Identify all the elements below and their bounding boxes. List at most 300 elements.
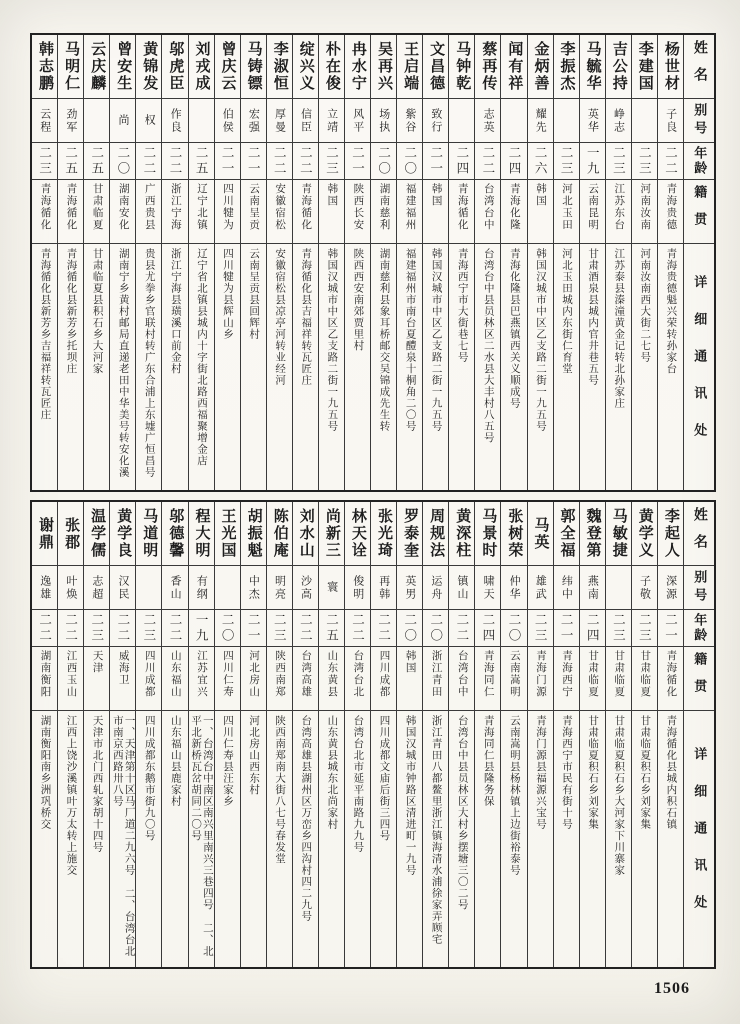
person-age: 二三 xyxy=(32,143,57,180)
person-age: 二〇 xyxy=(501,610,526,647)
person-alias xyxy=(215,566,240,610)
person-entry xyxy=(606,502,632,967)
person-address: 韩国汉城市钟路区清进町一九号 xyxy=(404,715,416,876)
person-age: 二二 xyxy=(110,610,135,647)
person-address: 陕西西安南郊贾里村 xyxy=(352,248,364,352)
person-native-place: 青海循化 xyxy=(449,180,474,244)
person-address: 青海循化县吉福祥转瓦匠庄 xyxy=(300,248,312,386)
person-alias: 子良 xyxy=(658,99,683,143)
person-address: 甘肃酒泉县城内官井巷五号 xyxy=(587,248,599,386)
person-address: 湖南慈利县象耳桥邮交吴锦成先生转 xyxy=(378,248,390,432)
person-native-place: 湖南安化 xyxy=(110,180,135,244)
person-alias: 紫谷 xyxy=(397,99,422,143)
person-age: 一九 xyxy=(580,143,605,180)
person-native-place: 四川成都 xyxy=(371,647,396,711)
person-name: 林天诠 xyxy=(345,502,370,566)
person-age: 二四 xyxy=(449,143,474,180)
person-alias xyxy=(189,99,214,143)
roster-table-lower xyxy=(30,500,716,969)
person-address: 青海贵德魁兴荣转孙家台 xyxy=(665,248,677,375)
person-name: 胡振魁 xyxy=(241,502,266,566)
person-alias: 宏强 xyxy=(241,99,266,143)
person-address: 云南嵩明县杨林镇上边街裕泰号 xyxy=(508,715,520,876)
person-address: 青海循化县新芳乡吉福祥转瓦匠庄 xyxy=(39,248,51,421)
person-name: 陈伯庵 xyxy=(267,502,292,566)
person-name: 冉水宁 xyxy=(345,35,370,99)
person-native-place: 福建福州 xyxy=(397,180,422,244)
person-age: 二二 xyxy=(293,610,318,647)
header-column xyxy=(684,502,714,967)
person-address: 青海门源县福源兴宝号 xyxy=(534,715,546,830)
person-native-place: 台湾台北 xyxy=(345,647,370,711)
person-age: 二〇 xyxy=(397,143,422,180)
person-entry xyxy=(319,502,345,967)
person-entry xyxy=(267,35,293,490)
person-native-place: 云南呈贡 xyxy=(241,180,266,244)
person-entry xyxy=(449,35,475,490)
person-entry xyxy=(632,502,658,967)
person-entry xyxy=(345,502,371,967)
person-name: 马敏捷 xyxy=(606,502,631,566)
person-alias: 尚 xyxy=(110,99,135,143)
person-alias: 伯侯 xyxy=(215,99,240,143)
person-native-place: 河南汝南 xyxy=(632,180,657,244)
person-address: 山东黄县城东北尚家村 xyxy=(326,715,338,830)
person-name: 李淑恒 xyxy=(267,35,292,99)
person-entry xyxy=(215,502,241,967)
person-age: 二〇 xyxy=(423,610,448,647)
person-alias: 叶焕 xyxy=(58,566,83,610)
person-age: 二三 xyxy=(606,143,631,180)
person-address: 湖南宁乡黄村邮局直递老田中华美号转安化溪 xyxy=(117,248,129,478)
person-age: 二六 xyxy=(528,143,553,180)
person-alias: 香山 xyxy=(162,566,187,610)
person-alias: 寰 xyxy=(319,566,344,610)
person-native-place: 青海贵德 xyxy=(658,180,683,244)
person-native-place: 四川仁寿 xyxy=(215,647,240,711)
person-alias: 子敬 xyxy=(632,566,657,610)
person-address: 甘肃临夏积石乡大河家下川寨家 xyxy=(613,715,625,876)
person-age: 二〇 xyxy=(110,143,135,180)
person-name: 吴再兴 xyxy=(371,35,396,99)
person-native-place: 陕西长安 xyxy=(345,180,370,244)
person-native-place: 四川犍为 xyxy=(215,180,240,244)
person-alias: 啸天 xyxy=(475,566,500,610)
person-entry xyxy=(58,502,84,967)
person-name: 邬德馨 xyxy=(162,502,187,566)
person-name: 周规法 xyxy=(423,502,448,566)
person-age: 二二 xyxy=(371,610,396,647)
person-entry xyxy=(110,35,136,490)
person-address: 河北房山西东村 xyxy=(248,715,260,796)
person-age: 二二 xyxy=(32,610,57,647)
person-age: 二一 xyxy=(241,610,266,647)
person-entry xyxy=(189,502,215,967)
person-address: 江苏泰县溱潼黄金记转北孙家庄 xyxy=(613,248,625,409)
person-entry xyxy=(189,35,215,490)
person-address: 贵县尤拳乡官联村转广东合浦上东墟广恒昌号 xyxy=(143,248,155,478)
header-alias: 别号 xyxy=(684,566,714,610)
header-address: 详细通讯处 xyxy=(692,746,708,932)
person-name: 杨世材 xyxy=(658,35,683,99)
person-native-place: 江苏东台 xyxy=(606,180,631,244)
person-age: 二二 xyxy=(162,610,187,647)
person-native-place: 台湾台中 xyxy=(475,180,500,244)
header-column xyxy=(684,35,714,490)
person-name: 刘水山 xyxy=(293,502,318,566)
person-address: 四川成都东鹅市街九〇号 xyxy=(143,715,155,842)
person-address: 浙江青田八都鳌里浙江镇海清水浦徐家弄顾宅 xyxy=(430,715,442,945)
person-age: 二〇 xyxy=(215,610,240,647)
person-native-place: 广西贵县 xyxy=(136,180,161,244)
person-entry xyxy=(371,35,397,490)
person-address: 四川犍为县辉山乡 xyxy=(222,248,234,340)
person-address: 韩国汉城市中区乙支路二街一九五号 xyxy=(430,248,442,432)
person-address: 浙江宁海县璜溪口前金村 xyxy=(169,248,181,375)
person-entry xyxy=(580,35,606,490)
person-alias: 纬中 xyxy=(554,566,579,610)
person-name: 马钟乾 xyxy=(449,35,474,99)
person-native-place: 威海卫 xyxy=(110,647,135,711)
person-name: 马英 xyxy=(528,502,553,566)
person-name: 蔡再传 xyxy=(475,35,500,99)
person-age: 二二 xyxy=(658,143,683,180)
person-age: 二一 xyxy=(423,143,448,180)
roster-table-upper xyxy=(30,33,716,492)
person-alias: 镇山 xyxy=(449,566,474,610)
person-name: 魏登第 xyxy=(580,502,605,566)
person-address: 陕西南郑南大街八七号春发堂 xyxy=(274,715,286,865)
person-address: 江西上饶沙溪镇叶万太转上施交 xyxy=(65,715,77,876)
person-address: 台湾台北市延平南路九九号 xyxy=(352,715,364,853)
person-entry xyxy=(32,35,58,490)
person-entry xyxy=(136,35,162,490)
person-native-place: 韩国 xyxy=(423,180,448,244)
page-number: 1506 xyxy=(654,980,690,997)
person-name: 朴在俊 xyxy=(319,35,344,99)
person-alias: 英男 xyxy=(397,566,422,610)
person-name: 云庆麟 xyxy=(84,35,109,99)
person-address: 一、台湾台中南区南兴里南兴三巷四号 二、北平北新桥瓦岔胡同二〇号 xyxy=(190,715,213,957)
person-entry xyxy=(632,35,658,490)
person-native-place: 云南嵩明 xyxy=(501,647,526,711)
person-address: 青海西宁市大街巷七号 xyxy=(456,248,468,363)
person-entry xyxy=(84,502,110,967)
person-entry xyxy=(423,502,449,967)
person-address: 安徽宿松县凉亭河转业经河 xyxy=(274,248,286,386)
person-name: 谢鼎 xyxy=(32,502,57,566)
person-address: 甘肃临夏县积石乡大河家 xyxy=(91,248,103,375)
person-entry xyxy=(449,502,475,967)
person-native-place: 安徽宿松 xyxy=(267,180,292,244)
person-age: 二三 xyxy=(606,610,631,647)
person-native-place: 甘肃临夏 xyxy=(606,647,631,711)
person-age: 二三 xyxy=(528,610,553,647)
header-name: 姓名 xyxy=(684,502,714,566)
person-entry xyxy=(371,502,397,967)
person-native-place: 浙江青田 xyxy=(423,647,448,711)
person-native-place: 河北玉田 xyxy=(554,180,579,244)
person-name: 马铸镖 xyxy=(241,35,266,99)
person-entry xyxy=(606,35,632,490)
person-name: 曾庆云 xyxy=(215,35,240,99)
person-name: 张郡 xyxy=(58,502,83,566)
person-entry xyxy=(580,502,606,967)
person-alias: 汉民 xyxy=(110,566,135,610)
person-address: 青海化隆县巴燕镇西关义顺成号 xyxy=(508,248,520,409)
person-name: 郭全福 xyxy=(554,502,579,566)
person-native-place: 山东福山 xyxy=(162,647,187,711)
person-age: 二三 xyxy=(632,610,657,647)
person-age: 二五 xyxy=(84,143,109,180)
person-entry xyxy=(241,35,267,490)
header-address: 详细通讯处 xyxy=(692,274,708,460)
person-name: 张光琦 xyxy=(371,502,396,566)
person-alias: 厚曼 xyxy=(267,99,292,143)
person-age: 二三 xyxy=(319,143,344,180)
person-entry xyxy=(658,35,684,490)
person-native-place: 台湾台中 xyxy=(449,647,474,711)
person-native-place: 山东黄县 xyxy=(319,647,344,711)
person-name: 韩志鹏 xyxy=(32,35,57,99)
person-address: 山东福山县鹿家村 xyxy=(169,715,181,807)
person-alias: 作良 xyxy=(162,99,187,143)
person-address: 青海循化县新芳乡托坝庄 xyxy=(65,248,77,375)
person-native-place: 青海循化 xyxy=(32,180,57,244)
person-name: 吉公持 xyxy=(606,35,631,99)
person-age: 二五 xyxy=(189,143,214,180)
person-name: 王光国 xyxy=(215,502,240,566)
person-age: 二三 xyxy=(84,610,109,647)
header-alias: 别号 xyxy=(684,99,714,143)
person-entry xyxy=(501,35,527,490)
person-address: 青海循化县城内积石镇 xyxy=(665,715,677,830)
person-alias: 俊明 xyxy=(345,566,370,610)
person-alias xyxy=(554,99,579,143)
person-name: 李建国 xyxy=(632,35,657,99)
person-address: 辽宁省北镇县城内十字街北路西福聚增金店 xyxy=(195,248,207,467)
person-entry xyxy=(162,502,188,967)
person-native-place: 青海循化 xyxy=(293,180,318,244)
person-address: 四川仁寿县汪家乡 xyxy=(222,715,234,807)
person-age: 二一 xyxy=(241,143,266,180)
person-native-place: 韩国 xyxy=(528,180,553,244)
person-native-place: 湖南衡阳 xyxy=(32,647,57,711)
person-alias: 燕南 xyxy=(580,566,605,610)
person-native-place: 河北房山 xyxy=(241,647,266,711)
person-native-place: 青海循化 xyxy=(58,180,83,244)
person-alias xyxy=(606,566,631,610)
person-native-place: 青海门源 xyxy=(528,647,553,711)
person-alias: 沙高 xyxy=(293,566,318,610)
person-entry xyxy=(293,502,319,967)
person-entry xyxy=(658,502,684,967)
person-age: 二二 xyxy=(136,143,161,180)
header-age: 年龄 xyxy=(684,610,714,647)
person-native-place: 辽宁北镇 xyxy=(189,180,214,244)
person-age: 二三 xyxy=(136,610,161,647)
person-alias xyxy=(84,99,109,143)
person-alias xyxy=(501,99,526,143)
person-alias: 中杰 xyxy=(241,566,266,610)
person-entry xyxy=(136,502,162,967)
person-entry xyxy=(345,35,371,490)
person-age: 二五 xyxy=(319,610,344,647)
person-age: 二二 xyxy=(58,610,83,647)
person-name: 黄学义 xyxy=(632,502,657,566)
person-entry xyxy=(501,502,527,967)
person-alias: 权 xyxy=(136,99,161,143)
person-name: 闻有祥 xyxy=(501,35,526,99)
person-alias: 立靖 xyxy=(319,99,344,143)
person-entry xyxy=(554,35,580,490)
person-entry xyxy=(84,35,110,490)
person-address: 一、天津第十区马厂道二九六号 二、台湾台北市南京西路卅八号 xyxy=(111,715,135,957)
person-address: 湖南衡阳南乡洲巩桥交 xyxy=(39,715,51,830)
person-native-place: 甘肃临夏 xyxy=(84,180,109,244)
person-name: 文昌德 xyxy=(423,35,448,99)
person-alias xyxy=(632,99,657,143)
person-alias: 场执 xyxy=(371,99,396,143)
person-alias: 志超 xyxy=(84,566,109,610)
person-age: 一九 xyxy=(189,610,214,647)
person-native-place: 湖南慈利 xyxy=(371,180,396,244)
person-native-place: 四川成都 xyxy=(136,647,161,711)
person-address: 河北玉田城内东街仁育堂 xyxy=(561,248,573,375)
person-entry xyxy=(293,35,319,490)
person-native-place: 青海西宁 xyxy=(554,647,579,711)
person-native-place: 浙江宁海 xyxy=(162,180,187,244)
person-address: 韩国汉城市中区乙支路二街一九五号 xyxy=(534,248,546,432)
person-name: 刘戎成 xyxy=(189,35,214,99)
person-alias: 耀先 xyxy=(528,99,553,143)
person-age: 二二 xyxy=(267,143,292,180)
person-entry xyxy=(267,502,293,967)
person-native-place: 青海化隆 xyxy=(501,180,526,244)
person-alias: 英华 xyxy=(580,99,605,143)
person-alias: 致行 xyxy=(423,99,448,143)
person-name: 李振杰 xyxy=(554,35,579,99)
person-name: 马毓华 xyxy=(580,35,605,99)
person-entry xyxy=(58,35,84,490)
person-alias: 风平 xyxy=(345,99,370,143)
person-address: 台湾高雄县湖州区万峦乡四沟村四二九号 xyxy=(300,715,312,922)
person-entry xyxy=(528,502,554,967)
person-address: 天津市北门西轧家胡十四号 xyxy=(91,715,103,853)
person-name: 张树荣 xyxy=(501,502,526,566)
person-age: 二二 xyxy=(293,143,318,180)
person-name: 马明仁 xyxy=(58,35,83,99)
person-age: 二三 xyxy=(632,143,657,180)
person-address: 台湾台中县员林区大村乡摆塘三〇二号 xyxy=(456,715,468,911)
person-name: 马景时 xyxy=(475,502,500,566)
person-name: 金炳善 xyxy=(528,35,553,99)
person-name: 绽兴义 xyxy=(293,35,318,99)
person-age: 二二 xyxy=(475,143,500,180)
person-address: 福建福州市南台夏醴泉十桐角二〇号 xyxy=(404,248,416,432)
person-native-place: 陕西南郑 xyxy=(267,647,292,711)
person-alias: 峥志 xyxy=(606,99,631,143)
person-alias xyxy=(136,566,161,610)
person-alias xyxy=(449,99,474,143)
person-name: 马道明 xyxy=(136,502,161,566)
header-name: 姓名 xyxy=(684,35,714,99)
person-alias: 信臣 xyxy=(293,99,318,143)
person-entry xyxy=(319,35,345,490)
person-age: 二一 xyxy=(345,143,370,180)
person-name: 李起人 xyxy=(658,502,683,566)
person-name: 程大明 xyxy=(189,502,214,566)
header-native-place: 籍贯 xyxy=(684,647,714,711)
person-alias: 志英 xyxy=(475,99,500,143)
person-address: 青海同仁县隆务保 xyxy=(482,715,494,807)
person-entry xyxy=(528,35,554,490)
person-name: 邬虎臣 xyxy=(162,35,187,99)
person-address: 甘肃临夏积石乡刘家集 xyxy=(639,715,651,830)
person-entry xyxy=(110,502,136,967)
person-entry xyxy=(397,502,423,967)
person-age: 二二 xyxy=(162,143,187,180)
header-native-place: 籍贯 xyxy=(684,180,714,244)
person-age: 二三 xyxy=(554,143,579,180)
person-entry xyxy=(423,35,449,490)
person-address: 云南呈贡县回辉村 xyxy=(248,248,260,340)
person-address: 四川成都文庙后街三四号 xyxy=(378,715,390,842)
person-native-place: 青海同仁 xyxy=(475,647,500,711)
person-alias: 云程 xyxy=(32,99,57,143)
person-entry xyxy=(241,502,267,967)
person-alias: 深源 xyxy=(658,566,683,610)
person-native-place: 甘肃临夏 xyxy=(632,647,657,711)
person-age: 二〇 xyxy=(397,610,422,647)
person-name: 黄学良 xyxy=(110,502,135,566)
person-native-place: 江西玉山 xyxy=(58,647,83,711)
person-native-place: 天津 xyxy=(84,647,109,711)
person-age: 二三 xyxy=(267,610,292,647)
person-alias: 劲军 xyxy=(58,99,83,143)
person-native-place: 韩国 xyxy=(319,180,344,244)
person-age: 二一 xyxy=(658,610,683,647)
person-alias: 仲华 xyxy=(501,566,526,610)
person-name: 温学儒 xyxy=(84,502,109,566)
person-age: 二二 xyxy=(449,610,474,647)
person-entry xyxy=(475,35,501,490)
person-age: 二二 xyxy=(345,610,370,647)
person-entry xyxy=(162,35,188,490)
person-age: 二〇 xyxy=(371,143,396,180)
header-age: 年龄 xyxy=(684,143,714,180)
person-age: 二四 xyxy=(475,610,500,647)
person-age: 二四 xyxy=(580,610,605,647)
person-entry xyxy=(554,502,580,967)
person-entry xyxy=(397,35,423,490)
person-address: 青海西宁市民有街十号 xyxy=(561,715,573,830)
person-address: 甘肃临夏积石乡刘家集 xyxy=(587,715,599,830)
person-alias: 逸雄 xyxy=(32,566,57,610)
person-address: 韩国汉城市中区乙支路二街一九五号 xyxy=(326,248,338,432)
person-name: 王启端 xyxy=(397,35,422,99)
person-entry xyxy=(32,502,58,967)
person-address: 河南汝南西大街二七号 xyxy=(639,248,651,363)
person-alias: 明亮 xyxy=(267,566,292,610)
person-alias: 运舟 xyxy=(423,566,448,610)
person-entry xyxy=(215,35,241,490)
person-name: 曾安生 xyxy=(110,35,135,99)
person-name: 罗泰奎 xyxy=(397,502,422,566)
person-alias: 雄武 xyxy=(528,566,553,610)
person-age: 二一 xyxy=(554,610,579,647)
person-address: 台湾台中县员林区二水县大丰村八五号 xyxy=(482,248,494,444)
